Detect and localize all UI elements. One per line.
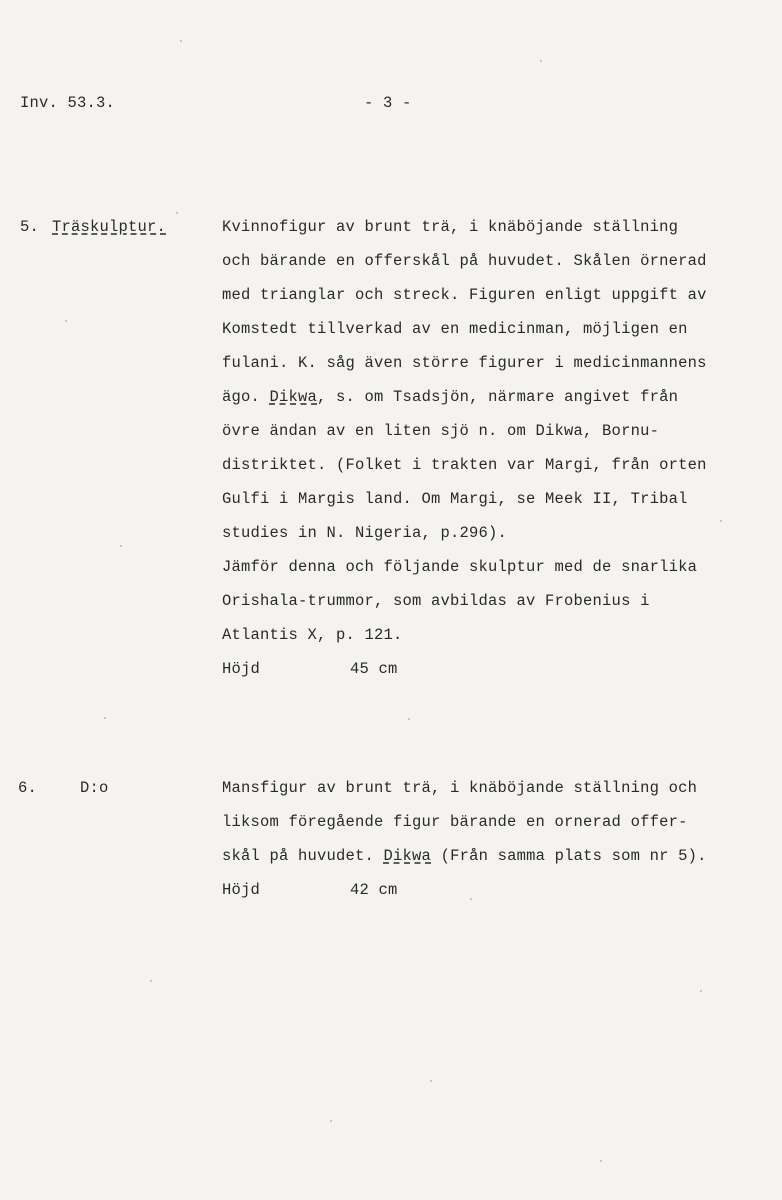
- entry-6-height-label: Höjd: [222, 881, 261, 899]
- entry-6-height-value: 42 cm: [350, 881, 398, 899]
- entry-5-line-start: ägo.: [222, 388, 261, 406]
- entry-6-number: 6.: [18, 779, 38, 797]
- entry-5-line: Orishala-trummor, som avbildas av Frobenius i: [222, 592, 650, 610]
- entry-5-number: 5.: [20, 218, 40, 236]
- entry-5-line: Gulfi i Margis land. Om Margi, se Meek II, Tribal: [222, 490, 688, 508]
- entry-5-line: Komstedt tillverkad av en medicinman, möjligen en: [222, 320, 688, 338]
- entry-5-line-rest: , s. om Tsadsjön, närmare angivet från: [317, 388, 679, 406]
- place-name-dikwa: Dikwa: [383, 847, 432, 865]
- entry-6-line-place: [222, 847, 707, 865]
- entry-5-height-value: 45 cm: [350, 660, 398, 678]
- entry-5-title: Träskulptur.: [52, 218, 167, 236]
- entry-5-line: med trianglar och streck. Figuren enligt uppgift av: [222, 286, 707, 304]
- entry-5-line: övre ändan av en liten sjö n. om Dikwa, Bornu-: [222, 422, 660, 440]
- entry-5-line: studies in N. Nigeria, p.296).: [222, 524, 508, 542]
- entry-6-line-rest: (Från samma plats som nr 5).: [431, 847, 707, 865]
- entry-5-line-place: [222, 388, 678, 406]
- page-number: - 3 -: [364, 94, 412, 112]
- entry-6-title: D:o: [80, 779, 109, 797]
- entry-5-line: Jämför denna och följande skulptur med de snarlika: [222, 558, 698, 576]
- entry-5-height-label: Höjd: [222, 660, 261, 678]
- entry-5-line: och bärande en offerskål på huvudet. Skålen örnerad: [222, 252, 707, 270]
- entry-6-line: Mansfigur av brunt trä, i knäböjande ställning och: [222, 779, 698, 797]
- place-name-dikwa: Dikwa: [269, 388, 318, 406]
- inventory-number: Inv. 53.3.: [20, 94, 116, 112]
- entry-5-line: Kvinnofigur av brunt trä, i knäböjande ställning: [222, 218, 679, 236]
- entry-5-line: Atlantis X, p. 121.: [222, 626, 403, 644]
- entry-6-line: liksom föregående figur bärande en ornerad offer-: [222, 813, 688, 831]
- entry-5-line: distriktet. (Folket i trakten var Margi, från orten: [222, 456, 707, 474]
- entry-5-line: fulani. K. såg även större figurer i medicinmannens: [222, 354, 707, 372]
- entry-6-line-start: skål på huvudet.: [222, 847, 375, 865]
